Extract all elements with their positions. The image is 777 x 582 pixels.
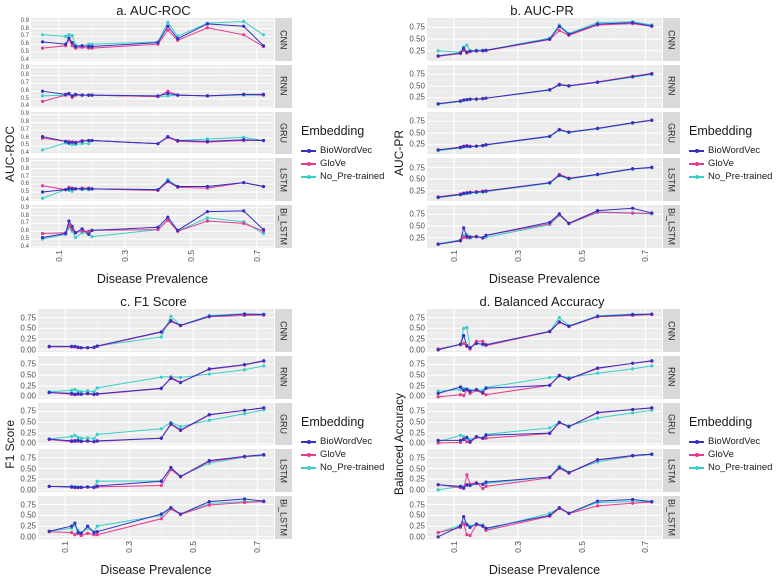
facet-strip-label: GRU xyxy=(666,413,677,434)
y-tick-label: 0.50 xyxy=(20,323,36,333)
facet-row-GRU xyxy=(17,403,292,446)
y-tick-label: 0.25 xyxy=(20,474,36,484)
legend-title: Embedding xyxy=(301,124,365,138)
y-tick-label: 0.5 xyxy=(20,236,29,243)
facet-strip-label: Bi_LSTM xyxy=(666,208,677,246)
x-tick-label: 0.3 xyxy=(119,250,130,262)
facet-row-CNN xyxy=(17,309,292,355)
y-tick-label: 0.75 xyxy=(20,359,36,369)
facet-row-LSTM xyxy=(17,158,292,204)
legend-key-icon xyxy=(301,159,316,168)
legend-item-label: BioWordVec xyxy=(708,436,761,447)
x-tick-label: 0.3 xyxy=(512,541,523,553)
legend-item-BioWordVec xyxy=(301,144,389,157)
facet-strip-Bi_LSTM xyxy=(275,496,292,539)
legend xyxy=(680,18,777,289)
facet-strip-RNN xyxy=(275,356,292,399)
y-tick-label: 0.50 xyxy=(409,128,425,138)
y-tick-label: 0.7 xyxy=(20,80,29,87)
legend-items xyxy=(689,435,777,474)
y-tick-labels xyxy=(406,309,427,355)
y-tick-labels xyxy=(406,356,427,399)
y-tick-label: 0.25 xyxy=(20,521,36,531)
y-tick-label: 0.50 xyxy=(20,417,36,427)
y-tick-label: 0.4 xyxy=(20,103,29,110)
facet-strip-label: Bi_LSTM xyxy=(666,499,677,537)
facet-strip-label: GRU xyxy=(278,122,289,143)
legend-key-icon xyxy=(689,146,704,155)
y-tick-label: 0.75 xyxy=(409,69,425,79)
y-tick-labels xyxy=(17,496,38,542)
legend-key-icon xyxy=(689,463,704,472)
facet-plot-RNN xyxy=(38,356,274,399)
y-tick-label: 0.25 xyxy=(409,233,425,243)
facet-chart-svg xyxy=(38,356,274,399)
facet-strip-label: RNN xyxy=(278,76,289,96)
x-tick-label: 0.5 xyxy=(188,541,199,553)
facet-strip-label: GRU xyxy=(278,413,289,434)
legend-key-icon xyxy=(301,172,316,181)
y-tick-label: 0.50 xyxy=(20,510,36,520)
legend-items xyxy=(301,144,389,183)
y-tick-label: 0.7 xyxy=(20,33,29,40)
legend-item-label: No_Pre-trained xyxy=(320,462,385,473)
facet-row-Bi_LSTM xyxy=(406,496,680,542)
legend-key-icon xyxy=(689,172,704,181)
legend-key-icon xyxy=(301,146,316,155)
y-tick-label: 0.8 xyxy=(20,119,29,126)
x-tick-label: 0.1 xyxy=(54,250,65,262)
x-axis-title: Disease Prevalence xyxy=(96,272,209,286)
legend-key-icon xyxy=(301,463,316,472)
x-axis-ticks xyxy=(17,539,292,563)
facet-chart-svg xyxy=(31,18,274,61)
facet-chart-svg xyxy=(427,309,662,352)
facet-column xyxy=(406,18,680,248)
facet-strip-LSTM xyxy=(275,158,292,201)
y-tick-label: 0.6 xyxy=(20,181,29,188)
facet-strip-label: GRU xyxy=(666,122,677,143)
y-tick-labels xyxy=(406,449,427,495)
panel-b-title: b. AUC-PR xyxy=(510,3,574,18)
legend-item-label: GloVe xyxy=(320,158,346,169)
legend-item-No_Pre-trained xyxy=(689,461,777,474)
y-tick-labels xyxy=(406,65,427,108)
facet-strip-label: Bi_LSTM xyxy=(278,208,289,246)
facet-chart-svg xyxy=(31,112,274,155)
facet-strip-CNN xyxy=(663,18,680,61)
y-tick-label: 0.25 xyxy=(20,334,36,344)
legend-items xyxy=(689,144,777,183)
facet-plot-Bi_LSTM xyxy=(427,496,662,539)
legend xyxy=(680,309,777,580)
legend xyxy=(292,18,389,289)
legend-item-label: GloVe xyxy=(320,449,346,460)
legend-item-label: No_Pre-trained xyxy=(708,462,773,473)
facet-chart-svg xyxy=(38,309,274,352)
legend-item-GloVe xyxy=(301,157,389,170)
facet-chart-svg xyxy=(427,65,662,108)
facet-strip-RNN xyxy=(663,356,680,399)
y-tick-label: 0.75 xyxy=(409,163,425,173)
y-tick-label: 0.4 xyxy=(20,243,29,250)
facet-row-Bi_LSTM xyxy=(17,496,292,542)
facet-strip-GRU xyxy=(663,403,680,446)
facet-row-CNN xyxy=(406,18,680,61)
y-tick-label: 0.25 xyxy=(409,186,425,196)
y-tick-labels xyxy=(17,449,38,495)
y-tick-label: 0.75 xyxy=(409,359,425,369)
y-tick-label: 0.5 xyxy=(20,48,29,55)
y-tick-label: 0.5 xyxy=(20,142,29,149)
facet-chart-svg xyxy=(427,449,662,492)
legend-title: Embedding xyxy=(689,124,753,138)
facet-row-LSTM xyxy=(406,158,680,201)
panel-c-title: c. F1 Score xyxy=(120,294,187,309)
facet-chart-svg xyxy=(31,205,274,248)
y-tick-label: 0.75 xyxy=(20,453,36,463)
facet-plot-GRU xyxy=(31,112,274,155)
legend-key-icon xyxy=(301,450,316,459)
y-tick-label: 0.75 xyxy=(20,500,36,510)
y-tick-label: 0.00 xyxy=(20,391,36,401)
facet-plot-GRU xyxy=(38,403,274,446)
facet-strip-RNN xyxy=(663,65,680,108)
facet-column xyxy=(406,309,680,542)
legend-item-BioWordVec xyxy=(689,144,777,157)
x-axis-ticks xyxy=(17,248,292,272)
y-tick-label: 0.7 xyxy=(20,220,29,227)
y-tick-label: 0.25 xyxy=(409,139,425,149)
facet-plot-CNN xyxy=(427,309,662,352)
y-tick-label: 0.00 xyxy=(409,438,425,448)
facet-row-RNN xyxy=(17,356,292,399)
y-axis-label-auc-roc: AUC-ROC xyxy=(2,125,17,182)
facet-plot-RNN xyxy=(427,65,662,108)
y-tick-label: 0.7 xyxy=(20,173,29,180)
facet-row-CNN xyxy=(17,18,292,61)
facet-strip-label: RNN xyxy=(278,367,289,387)
facet-strip-CNN xyxy=(275,18,292,61)
y-tick-label: 0.75 xyxy=(409,500,425,510)
legend-item-No_Pre-trained xyxy=(301,461,389,474)
legend-item-label: BioWordVec xyxy=(320,436,373,447)
legend-key-icon xyxy=(689,450,704,459)
y-tick-label: 0.4 xyxy=(20,56,29,63)
y-tick-label: 0.50 xyxy=(409,370,425,380)
facet-strip-Bi_LSTM xyxy=(663,205,680,248)
y-tick-label: 0.25 xyxy=(409,474,425,484)
y-tick-labels xyxy=(17,112,31,155)
y-tick-label: 0.50 xyxy=(409,417,425,427)
y-tick-labels xyxy=(17,309,38,355)
facet-row-LSTM xyxy=(406,449,680,495)
y-axis-label-auc-pr: AUC-PR xyxy=(391,130,406,177)
y-tick-label: 0.75 xyxy=(409,453,425,463)
x-tick-label: 0.7 xyxy=(252,541,263,553)
y-tick-label: 0.8 xyxy=(20,165,29,172)
x-axis-title: Disease Prevalence xyxy=(100,563,212,577)
facet-plot-LSTM xyxy=(31,158,274,201)
y-tick-labels xyxy=(406,205,427,248)
x-axis-title: Disease Prevalence xyxy=(488,272,601,286)
legend-item-No_Pre-trained xyxy=(301,170,389,183)
y-tick-labels xyxy=(17,158,31,204)
y-tick-label: 0.9 xyxy=(20,111,29,118)
facet-strip-LSTM xyxy=(275,449,292,492)
y-tick-labels xyxy=(17,356,38,399)
facet-strip-LSTM xyxy=(663,449,680,492)
y-tick-label: 0.75 xyxy=(409,22,425,32)
legend-key-icon xyxy=(689,159,704,168)
y-tick-label: 0.50 xyxy=(409,510,425,520)
y-tick-label: 0.25 xyxy=(409,46,425,56)
y-tick-label: 0.50 xyxy=(20,464,36,474)
legend-item-label: GloVe xyxy=(708,158,734,169)
y-tick-label: 0.00 xyxy=(20,485,36,495)
y-tick-label: 0.00 xyxy=(409,345,425,355)
facet-strip-GRU xyxy=(275,112,292,155)
legend xyxy=(292,309,389,580)
facet-strip-RNN xyxy=(275,65,292,108)
x-tick-label: 0.7 xyxy=(640,541,651,553)
facet-chart-svg xyxy=(427,112,662,155)
y-tick-label: 0.00 xyxy=(409,485,425,495)
facet-plot-LSTM xyxy=(427,158,662,201)
facet-row-GRU xyxy=(406,112,680,155)
legend-item-label: BioWordVec xyxy=(708,145,761,156)
panel-c-f1-score xyxy=(0,291,389,582)
y-tick-label: 0.50 xyxy=(409,174,425,184)
y-tick-label: 0.50 xyxy=(409,81,425,91)
legend-item-BioWordVec xyxy=(689,435,777,448)
y-tick-label: 0.5 xyxy=(20,189,29,196)
facet-strip-GRU xyxy=(275,403,292,446)
y-tick-labels xyxy=(406,158,427,201)
facet-row-RNN xyxy=(406,356,680,399)
y-tick-labels xyxy=(17,403,38,446)
y-tick-label: 0.75 xyxy=(409,116,425,126)
facet-chart-svg xyxy=(427,356,662,399)
facet-column xyxy=(17,309,292,542)
facet-strip-label: CNN xyxy=(278,29,289,50)
y-tick-label: 0.9 xyxy=(20,64,29,71)
y-tick-label: 0.00 xyxy=(20,345,36,355)
panel-d-title: d. Balanced Accuracy xyxy=(479,294,605,309)
y-tick-label: 0.8 xyxy=(20,25,29,32)
y-tick-label: 0.25 xyxy=(409,92,425,102)
facet-strip-label: Bi_LSTM xyxy=(278,499,289,537)
y-tick-labels xyxy=(406,403,427,446)
x-tick-label: 0.1 xyxy=(60,541,71,553)
y-tick-label: 0.75 xyxy=(409,313,425,323)
facet-plot-CNN xyxy=(31,18,274,61)
facet-row-GRU xyxy=(406,403,680,446)
facet-chart-svg xyxy=(38,496,274,539)
x-tick-label: 0.5 xyxy=(576,250,587,262)
facet-chart-svg xyxy=(427,158,662,201)
y-tick-label: 0.6 xyxy=(20,228,29,235)
facet-row-LSTM xyxy=(17,449,292,495)
x-axis-ticks xyxy=(406,248,680,272)
y-tick-label: 0.00 xyxy=(409,391,425,401)
legend-item-GloVe xyxy=(301,448,389,461)
y-tick-label: 0.9 xyxy=(20,17,29,24)
y-tick-labels xyxy=(17,18,31,61)
facet-plot-Bi_LSTM xyxy=(38,496,274,539)
legend-item-No_Pre-trained xyxy=(689,170,777,183)
facet-strip-label: RNN xyxy=(666,367,677,387)
facet-strip-label: LSTM xyxy=(278,458,289,483)
y-tick-label: 0.50 xyxy=(409,221,425,231)
y-tick-label: 0.6 xyxy=(20,134,29,141)
facet-plot-LSTM xyxy=(427,449,662,492)
y-tick-label: 0.5 xyxy=(20,95,29,102)
x-tick-label: 0.1 xyxy=(449,250,460,262)
legend-items xyxy=(301,435,389,474)
panel-a-title: a. AUC-ROC xyxy=(116,3,191,18)
facet-strip-label: RNN xyxy=(666,76,677,96)
y-tick-labels xyxy=(406,112,427,155)
y-tick-label: 0.75 xyxy=(409,406,425,416)
facet-strip-label: LSTM xyxy=(278,167,289,192)
facet-strip-label: LSTM xyxy=(666,458,677,483)
facet-chart-svg xyxy=(38,403,274,446)
facet-chart-svg xyxy=(38,449,274,492)
x-axis-ticks xyxy=(406,539,680,563)
x-tick-label: 0.5 xyxy=(185,250,196,262)
facet-plot-RNN xyxy=(427,356,662,399)
y-tick-label: 0.9 xyxy=(20,158,29,165)
legend-item-GloVe xyxy=(689,448,777,461)
facet-chart-svg xyxy=(427,403,662,446)
facet-column xyxy=(17,18,292,248)
facet-row-RNN xyxy=(406,65,680,108)
x-tick-label: 0.7 xyxy=(251,250,262,262)
facet-strip-label: CNN xyxy=(666,320,677,341)
facet-strip-CNN xyxy=(275,309,292,352)
y-tick-label: 0.4 xyxy=(20,197,29,204)
y-tick-label: 0.25 xyxy=(20,428,36,438)
x-tick-label: 0.1 xyxy=(449,541,460,553)
facet-chart-svg xyxy=(31,65,274,108)
facet-chart-svg xyxy=(427,18,662,61)
panel-b-auc-pr xyxy=(389,0,777,291)
facet-plot-Bi_LSTM xyxy=(427,205,662,248)
y-tick-label: 0.00 xyxy=(409,532,425,542)
y-tick-label: 0.25 xyxy=(409,428,425,438)
facet-chart-svg xyxy=(427,205,662,248)
facet-plot-CNN xyxy=(427,18,662,61)
facet-plot-Bi_LSTM xyxy=(31,205,274,248)
legend-item-GloVe xyxy=(689,157,777,170)
y-tick-label: 0.50 xyxy=(20,370,36,380)
facet-row-Bi_LSTM xyxy=(406,205,680,248)
facet-strip-label: CNN xyxy=(278,320,289,341)
facet-strip-CNN xyxy=(663,309,680,352)
y-tick-label: 0.00 xyxy=(20,532,36,542)
legend-item-label: No_Pre-trained xyxy=(320,171,385,182)
legend-item-label: GloVe xyxy=(708,449,734,460)
facet-plot-GRU xyxy=(427,403,662,446)
y-axis-label-f1-score: F1 Score xyxy=(2,420,17,469)
facet-plot-RNN xyxy=(31,65,274,108)
x-axis-title: Disease Prevalence xyxy=(488,563,601,577)
y-tick-label: 0.75 xyxy=(20,313,36,323)
y-tick-labels xyxy=(17,65,31,108)
facet-chart-svg xyxy=(427,496,662,539)
facet-strip-GRU xyxy=(663,112,680,155)
facet-strip-LSTM xyxy=(663,158,680,201)
y-tick-label: 0.50 xyxy=(409,34,425,44)
facet-row-GRU xyxy=(17,112,292,155)
y-tick-labels xyxy=(406,496,427,542)
y-tick-label: 0.8 xyxy=(20,72,29,79)
facet-plot-CNN xyxy=(38,309,274,352)
facet-strip-Bi_LSTM xyxy=(663,496,680,539)
facet-row-CNN xyxy=(406,309,680,355)
y-tick-label: 0.00 xyxy=(20,438,36,448)
x-tick-label: 0.7 xyxy=(640,250,651,262)
y-axis-label-balanced-accuracy: Balanced Accuracy xyxy=(391,393,406,496)
legend-title: Embedding xyxy=(689,415,753,429)
y-tick-label: 0.6 xyxy=(20,87,29,94)
panel-d-balanced-accuracy xyxy=(389,291,777,582)
facet-strip-Bi_LSTM xyxy=(275,205,292,248)
legend-item-label: BioWordVec xyxy=(320,145,373,156)
facet-plot-LSTM xyxy=(38,449,274,492)
legend-item-label: No_Pre-trained xyxy=(708,171,773,182)
y-tick-label: 0.25 xyxy=(409,334,425,344)
x-tick-label: 0.3 xyxy=(124,541,135,553)
legend-key-icon xyxy=(689,437,704,446)
y-tick-labels xyxy=(17,205,31,248)
facet-plot-GRU xyxy=(427,112,662,155)
legend-key-icon xyxy=(301,437,316,446)
y-tick-label: 0.8 xyxy=(20,212,29,219)
y-tick-label: 0.6 xyxy=(20,41,29,48)
y-tick-labels xyxy=(406,18,427,61)
y-tick-label: 0.9 xyxy=(20,204,29,211)
y-tick-label: 0.50 xyxy=(409,323,425,333)
x-tick-label: 0.3 xyxy=(512,250,523,262)
facet-strip-label: LSTM xyxy=(666,167,677,192)
x-tick-label: 0.5 xyxy=(576,541,587,553)
y-tick-label: 0.25 xyxy=(409,521,425,531)
y-tick-label: 0.7 xyxy=(20,126,29,133)
legend-item-BioWordVec xyxy=(301,435,389,448)
y-tick-label: 0.25 xyxy=(20,381,36,391)
y-tick-label: 0.4 xyxy=(20,150,29,157)
y-tick-label: 0.25 xyxy=(409,381,425,391)
facet-strip-label: CNN xyxy=(666,29,677,50)
y-tick-label: 0.75 xyxy=(409,209,425,219)
facet-chart-svg xyxy=(31,158,274,201)
facet-row-Bi_LSTM xyxy=(17,205,292,248)
y-tick-label: 0.50 xyxy=(409,464,425,474)
legend-title: Embedding xyxy=(301,415,365,429)
facet-row-RNN xyxy=(17,65,292,108)
panel-a-auc-roc xyxy=(0,0,389,291)
y-tick-label: 0.75 xyxy=(20,406,36,416)
